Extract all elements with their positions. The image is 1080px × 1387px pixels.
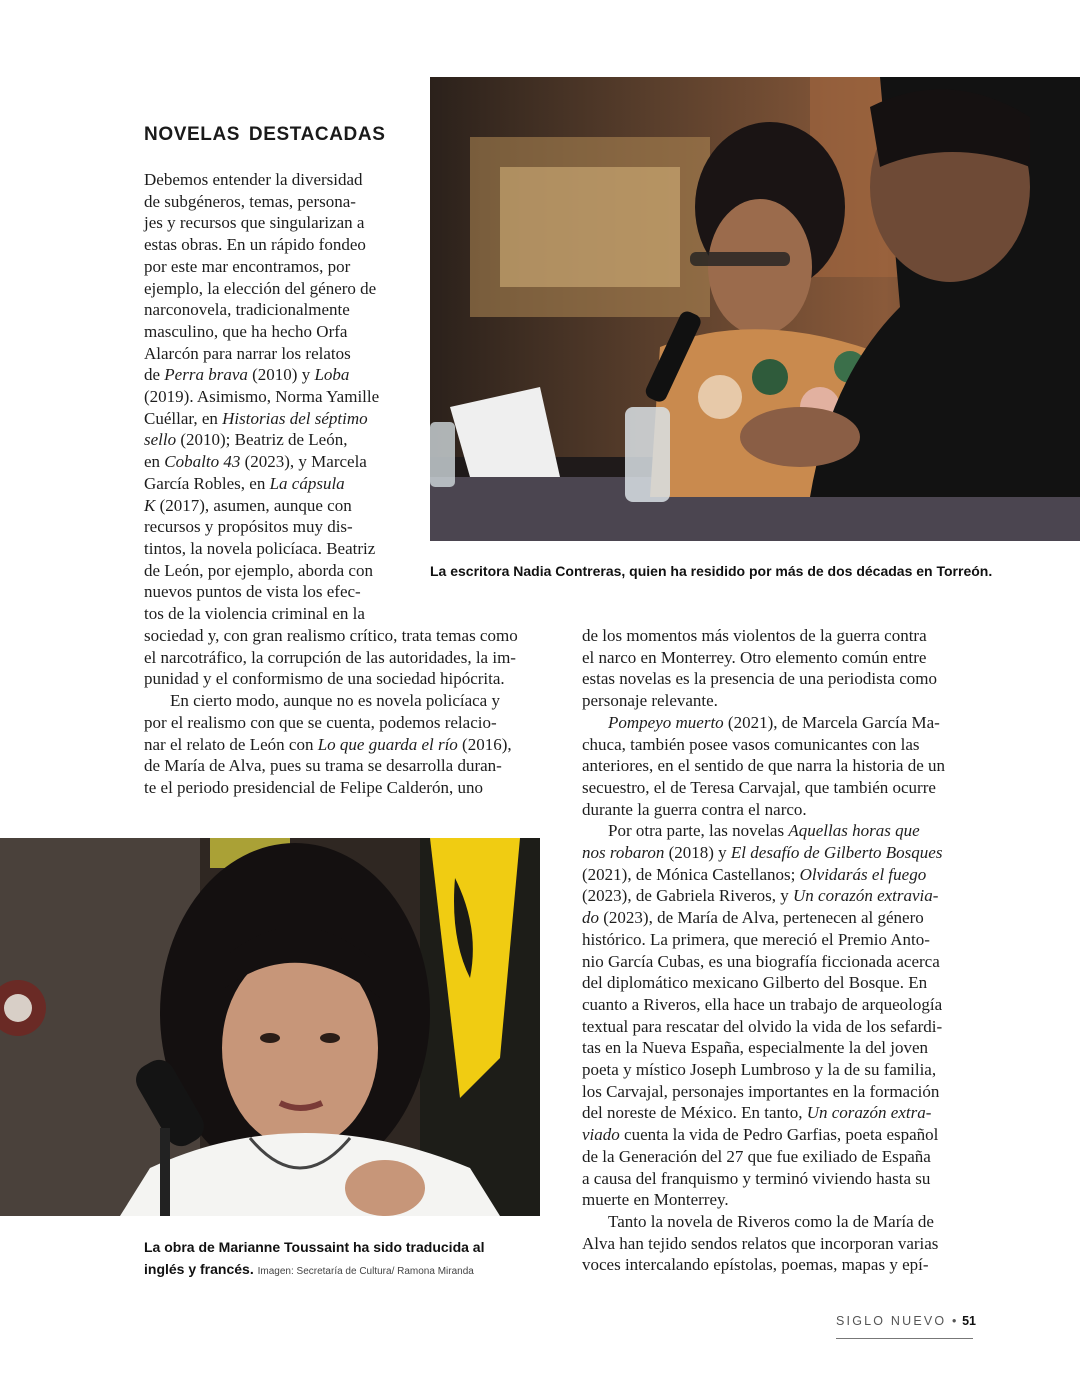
article-line: nos robaron (2018) y El desafío de Gilberto Bosques	[582, 843, 943, 863]
article-line: (2021), de Mónica Castellanos; Olvidarás el fuego	[582, 864, 927, 884]
book-title: Un corazón extra-	[806, 1103, 932, 1123]
article-line: Debemos entender la diversidad	[144, 170, 363, 189]
article-column-left-upper	[144, 169, 394, 625]
book-title: do	[582, 908, 599, 928]
article-line: de María de Alva, pues su trama se desarrolla duran-	[144, 756, 502, 776]
article-column-left-lower	[144, 625, 544, 799]
book-title: La cápsula	[269, 473, 345, 493]
article-line: durante la guerra contra el narco.	[582, 799, 807, 819]
article-line: tintos, la novela policíaca. Beatriz	[144, 538, 376, 558]
article-line: recursos y propósitos muy dis-	[144, 517, 353, 537]
magazine-name: SIGLO NUEVO	[836, 1314, 947, 1328]
article-line: Pompeyo muerto (2021), de Marcela García Ma-	[608, 712, 940, 732]
article-line: cuanto a Riveros, ella hace un trabajo de arqueología	[582, 994, 943, 1014]
article-line: viado cuenta la vida de Pedro Garfias, poeta español	[582, 1125, 939, 1145]
article-column-right	[582, 625, 982, 1276]
footer-separator: •	[952, 1314, 957, 1328]
article-line: García Robles, en La cápsula	[144, 473, 345, 493]
article-line: por este mar encontramos, por	[144, 256, 351, 276]
photo-marianne-toussaint	[0, 838, 540, 1216]
book-title: sello	[144, 430, 177, 450]
caption-nadia-contreras: La escritora Nadia Contreras, quien ha residido por más de dos décadas en Torreón.	[430, 563, 993, 579]
article-line: en Cobalto 43 (2023), y Marcela	[144, 452, 367, 472]
book-title: Olvidarás el fuego	[799, 864, 927, 884]
article-line: nuevos puntos de vista los efec-	[144, 582, 361, 602]
article-line: Por otra parte, las novelas Aquellas horas que	[608, 821, 920, 841]
article-line: anteriores, en el sentido de que narra la historia de un	[582, 756, 946, 776]
photo-credit: Imagen: Secretaría de Cultura/ Ramona Miranda	[257, 1266, 474, 1277]
book-title: El desafío de Gilberto Bosques	[730, 843, 943, 863]
caption-line-2: inglés y francés.	[144, 1261, 254, 1277]
article-line: los Carvajal, personajes importantes en la formación	[582, 1081, 940, 1101]
book-title: Historias del séptimo	[222, 408, 368, 428]
article-line: textual para rescatar del olvido la vida de los sefardi-	[582, 1016, 943, 1036]
article-line: sociedad y, con gran realismo crítico, trata temas como	[144, 626, 518, 645]
article-line: do (2023), de María de Alva, pertenecen al género	[582, 908, 924, 928]
article-line: histórico. La primera, que mereció el Premio Anto-	[582, 929, 930, 949]
book-title: Cobalto 43	[164, 452, 241, 472]
book-title: Perra brava	[164, 365, 248, 385]
section-heading: NOVELAS DESTACADAS	[144, 124, 386, 145]
book-title: nos robaron	[582, 843, 665, 863]
article-line: tos de la violencia criminal en la	[144, 604, 365, 624]
photo-nadia-contreras	[430, 77, 1080, 541]
article-line: secuestro, el de Teresa Carvajal, que también ocurre	[582, 777, 936, 797]
article-line: estas novelas es la presencia de una periodista como	[582, 669, 937, 689]
article-line: te el periodo presidencial de Felipe Calderón, uno	[144, 777, 483, 797]
article-line: Cuéllar, en Historias del séptimo	[144, 408, 368, 428]
article-line: K (2017), asumen, aunque con	[144, 495, 352, 515]
article-line: del diplomático mexicano Gilberto del Bosque. En	[582, 973, 928, 993]
book-title: Aquellas horas que	[788, 821, 920, 841]
book-title: Loba	[314, 365, 350, 385]
article-line: tas en la Nueva España, especialmente la del joven	[582, 1038, 928, 1058]
article-line: punidad y el conformismo de una sociedad hipócrita.	[144, 669, 505, 689]
article-line: nar el relato de León con Lo que guarda el río (2016),	[144, 734, 512, 754]
article-line: a causa del franquismo y terminó viviendo hasta su	[582, 1168, 931, 1188]
book-title: Un corazón extravia-	[793, 886, 939, 906]
article-line: ejemplo, la elección del género de	[144, 278, 377, 298]
article-line: narconovela, tradicionalmente	[144, 300, 350, 320]
article-line: por el realismo con que se cuenta, podemos relacio-	[144, 712, 497, 732]
article-line: poeta y místico Joseph Lumbroso y la de su familia,	[582, 1060, 937, 1080]
article-line: estas obras. En un rápido fondeo	[144, 235, 366, 255]
article-line: Tanto la novela de Riveros como la de María de	[608, 1211, 934, 1231]
article-line: nio García Cubas, es una biografía ficcionada acerca	[582, 951, 940, 971]
article-line: muerte en Monterrey.	[582, 1190, 729, 1210]
article-line: de subgéneros, temas, persona-	[144, 191, 356, 211]
article-line: personaje relevante.	[582, 691, 718, 711]
article-line: de la Generación del 27 que fue exiliado de España	[582, 1146, 931, 1166]
article-line: En cierto modo, aunque no es novela policíaca y	[170, 691, 500, 711]
article-line: chuca, también posee vasos comunicantes con las	[582, 734, 920, 754]
article-line: de Perra brava (2010) y Loba	[144, 365, 350, 385]
article-line: masculino, que ha hecho Orfa	[144, 321, 348, 341]
caption-line-1: La obra de Marianne Toussaint ha sido traducida al	[144, 1239, 485, 1255]
page-footer	[836, 1314, 977, 1339]
article-line: de los momentos más violentos de la guerra contra	[582, 626, 927, 645]
article-line: sello (2010); Beatriz de León,	[144, 430, 348, 450]
caption-marianne-toussaint	[144, 1236, 484, 1283]
book-title: Lo que guarda el río	[317, 734, 458, 754]
article-line: del noreste de México. En tanto, Un corazón extra-	[582, 1103, 932, 1123]
article-line: jes y recursos que singularizan a	[144, 213, 365, 233]
article-line: de León, por ejemplo, aborda con	[144, 560, 373, 580]
article-line: voces intercalando epístolas, poemas, mapas y epí-	[582, 1255, 929, 1275]
article-line: Alva han tejido sendos relatos que incorporan varias	[582, 1233, 939, 1253]
article-line: Alarcón para narrar los relatos	[144, 343, 351, 363]
book-title: K	[144, 495, 156, 515]
article-line: el narcotráfico, la corrupción de las autoridades, la im-	[144, 647, 516, 667]
article-line: (2023), de Gabriela Riveros, y Un corazón extravia-	[582, 886, 939, 906]
article-line: el narco en Monterrey. Otro elemento común entre	[582, 647, 927, 667]
book-title: Pompeyo muerto	[608, 712, 724, 732]
book-title: viado	[582, 1125, 620, 1145]
page-number: 51	[962, 1314, 977, 1328]
article-line: (2019). Asimismo, Norma Yamille	[144, 387, 380, 407]
